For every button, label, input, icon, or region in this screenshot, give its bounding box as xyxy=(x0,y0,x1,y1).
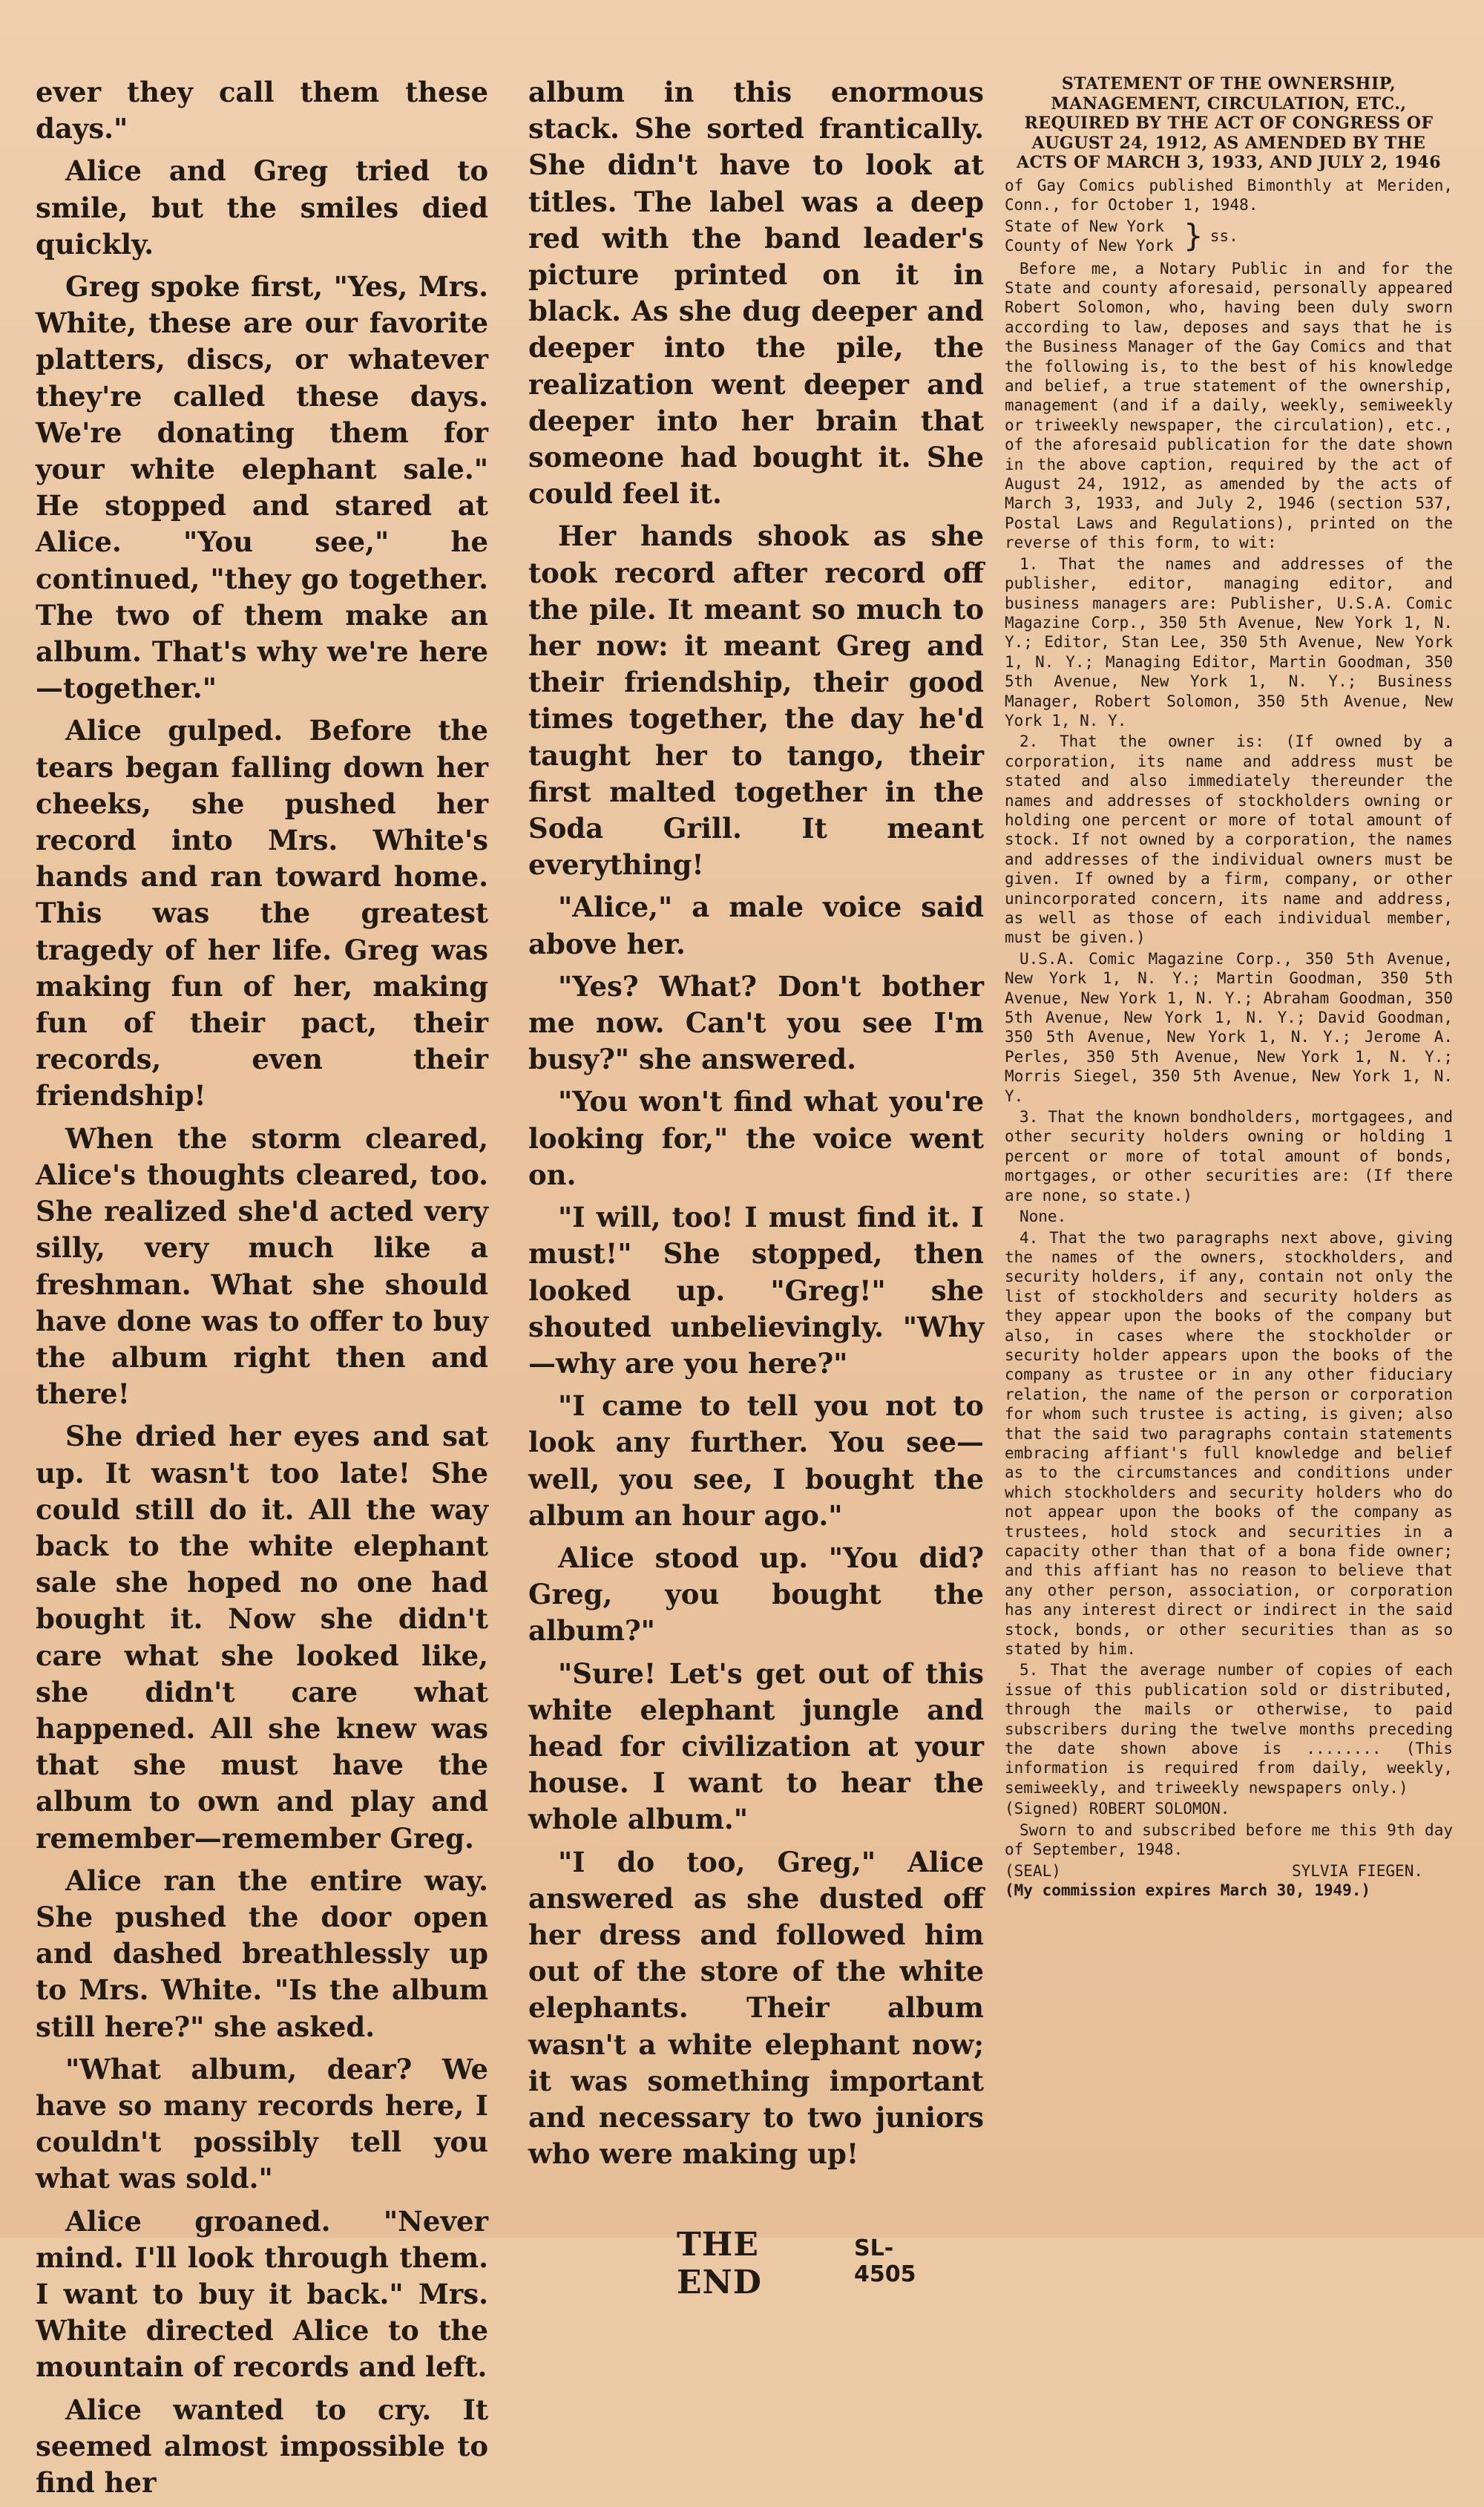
story-paragraph: When the storm cleared, Alice's thoughts cleared, too. She realized she'd acted very silly, very much like a freshman. What she should have done was to offer to buy the album right then and there! xyxy=(36,1121,488,1411)
statement-venue xyxy=(1005,217,1453,256)
brace-glyph: } xyxy=(1183,217,1203,255)
story-paragraph: Alice gulped. Before the tears began falling down her cheeks, she pushed her record into Mrs. White's hands and ran toward home. This was the greatest tragedy of her life. Greg was making fun of her, making fun of their pact, their records, even their friendship! xyxy=(36,714,488,1112)
story-paragraph: Alice ran the entire way. She pushed the door open and dashed breathlessly up to Mrs. White. "Is the album still here?" she asked. xyxy=(36,1864,488,2043)
statement-paragraph: 4. That the two paragraphs next above, giving the names of the owners, stockholders, and security holders, if any, contain not only the list of stockholders and security holders as they appear upon the books of the company but also, in cases where the stockholder or security holder appears upon the books of the company as trustee or in any other fiduciary relation, the name of the person or corporation for whom such trustee is acting, is given; also that the said two paragraphs contain statements embracing affiant's full knowledge and belief as to the circumstances and conditions under which stockholders and security holders who do not appear upon the books of the company as trustees, hold stock and securities in a capacity other than that of a bona fide owner; and this affiant has no reason to believe that any other person, association, or corporation has any interest direct or indirect in the said stock, bonds, or other securities than as so stated by him. xyxy=(1005,1228,1453,1659)
statement-paragraph: 5. That the average number of copies of each issue of this publication sold or distributed, through the mails or otherwise, to paid subscribers during the twelve months preceding the date shown above is ........ (This information is required from daily, weekly, semiweekly, and triweekly newspapers only.) xyxy=(1005,1661,1453,1797)
statement-signed: (Signed) ROBERT SOLOMON. xyxy=(1005,1800,1230,1818)
statement-notary: SYLVIA FIEGEN. xyxy=(1291,1861,1423,1880)
statement-sworn: Sworn to and subscribed before me this 9th day of September, 1948. xyxy=(1005,1821,1453,1859)
statement-of-line: of Gay Comics published Bimonthly at Meriden, Conn., for October 1, 1948. xyxy=(1005,176,1453,214)
story-paragraph: "Sure! Let's get out of this white elephant jungle and head for civilization at your house. I want to hear the whole album." xyxy=(528,1656,984,1836)
statement-seal-row xyxy=(1005,1861,1453,1881)
story-paragraph: Alice stood up. "You did? Greg, you bought the album?" xyxy=(528,1541,984,1648)
story-paragraph: "Alice," a male voice said above her. xyxy=(528,891,984,960)
story-paragraph: album in this enormous stack. She sorted frantically. She didn't have to look at titles. The label was a deep red with the band leader's picture printed on it in black. As she dug deeper and deeper into the pile, the realization went deeper and deeper into her brain that someone had bought it. She could feel it. xyxy=(528,76,984,511)
statement-paragraph: U.S.A. Comic Magazine Corp., 350 5th Avenue, New York 1, N. Y.; Martin Goodman, 350 5th Avenue, New York 1, N. Y.; Abraham Goodman, 350 5th Avenue, New York 1, N. Y.; David Goodman, 350 5th Avenue, New York 1, N. Y.; Jerome A. Perles, 350 5th Avenue, New York 1, N. Y.; Morris Siegel, 350 5th Avenue, New York 1, N. Y. xyxy=(1005,949,1453,1105)
story-paragraph: "What album, dear? We have so many records here, I couldn't possibly tell you what was sold." xyxy=(36,2052,488,2195)
story-paragraph: Greg spoke first, "Yes, Mrs. White, these are our favorite platters, discs, or whatever they're called these days. We're donating them for your white elephant sale." He stopped and stared at Alice. "You see," he continued, "they go together. The two of them make an album. That's why we're here—together." xyxy=(36,270,488,705)
statement-paragraph: Before me, a Notary Public in and for the State and county aforesaid, personally appeared Robert Solomon, who, having been duly sworn according to law, deposes and says that he is the Business Manager of the Gay Comics and that the following is, to the best of his knowledge and belief, a true statement of the ownership, management (and if a daily, weekly, semiweekly or triweekly newspaper, the circulation), etc., of the aforesaid publication for the date shown in the above caption, required by the act of August 24, 1912, as amended by the acts of March 3, 1933, and July 2, 1946 (section 537, Postal Laws and Regulations), printed on the reverse of this form, to wit: xyxy=(1005,259,1453,552)
story-paragraph: "You won't find what you're looking for," the voice went on. xyxy=(528,1085,984,1191)
story-paragraph: Alice wanted to cry. It seemed almost impossible to find her xyxy=(36,2393,488,2499)
story-paragraph: Her hands shook as she took record after record off the pile. It meant so much to her now: it meant Greg and their friendship, their good times together, the day he'd taught her to tango, their first malted together in the Soda Grill. It meant everything! xyxy=(528,520,984,882)
statement-state: State of New York xyxy=(1005,217,1164,235)
story-paragraph: Alice and Greg tried to smile, but the smiles died quickly. xyxy=(36,154,488,260)
statement-paragraph: 3. That the known bondholders, mortgagees, and other security holders owning or holding 1 percent or more of total amount of bonds, mortgages, or other securities are: (If there are none, so state.) xyxy=(1005,1108,1453,1205)
story-paragraph: She dried her eyes and sat up. It wasn't too late! She could still do it. All the way back to the white elephant sale she hoped no one had bought it. Now she didn't care what she looked like, she didn't care what happened. All she knew was that she must have the album to own and play and remember—remember Greg. xyxy=(36,1420,488,1855)
story-column-2 xyxy=(528,74,984,2301)
ownership-statement xyxy=(1005,74,1453,1901)
statement-county: County of New York xyxy=(1005,237,1174,255)
statement-paragraph: 1. That the names and addresses of the publisher, editor, managing editor, and business managers are: Publisher, U.S.A. Comic Magazine Corp., 350 5th Avenue, New York 1, N. Y.; Editor, Stan Lee, 350 5th Avenue, New York 1, N. Y.; Managing Editor, Martin Goodman, 350 5th Avenue, New York 1, N. Y.; Business Manager, Robert Solomon, 350 5th Avenue, New York 1, N. Y. xyxy=(1005,554,1453,730)
statement-ss: ss. xyxy=(1209,227,1238,246)
statement-commission: (My commission expires March 30, 1949.) xyxy=(1005,1881,1371,1899)
statement-heading: STATEMENT OF THE OWNERSHIP, MANAGEMENT, CIRCULATION, ETC., REQUIRED BY THE ACT OF CONGRESS OF AUGUST 24, 1912, AS AMENDED BY THE ACTS OF MARCH 3, 1933, AND JULY 2, 1946 xyxy=(1016,74,1442,173)
the-end-label: THE END xyxy=(677,2226,762,2302)
story-paragraph: ever they call them these days." xyxy=(36,76,488,145)
story-paragraph: "I will, too! I must find it. I must!" She stopped, then looked up. "Greg!" she shouted unbelievingly. "Why—why are you here?" xyxy=(528,1201,984,1380)
story-column-1 xyxy=(36,74,488,2507)
statement-paragraph: None. xyxy=(1020,1207,1067,1226)
story-code: SL-4505 xyxy=(854,2235,916,2288)
statement-seal: (SEAL) xyxy=(1005,1861,1061,1880)
story-paragraph: Alice groaned. "Never mind. I'll look through them. I want to buy it back." Mrs. White directed Alice to the mountain of records and left. xyxy=(36,2204,488,2384)
statement-paragraph: 2. That the owner is: (If owned by a corporation, its name and address must be stated and also immediately thereunder the names and addresses of stockholders owning or holding one percent or more of total amount of stock. If not owned by a corporation, the names and addresses of the individual owners must be given. If owned by a firm, company, or other unincorporated concern, its name and address, as well as those of each individual member, must be given.) xyxy=(1005,733,1453,947)
story-paragraph: "Yes? What? Don't bother me now. Can't you see I'm busy?" she answered. xyxy=(528,969,984,1076)
story-paragraph: "I do too, Greg," Alice answered as she dusted off her dress and followed him out of the store of the white elephants. Their album wasn't a white elephant now; it was something important and necessary to two juniors who were making up! xyxy=(528,1845,984,2171)
story-paragraph: "I came to tell you not to look any further. You see—well, you see, I bought the album an hour ago." xyxy=(528,1389,984,1532)
